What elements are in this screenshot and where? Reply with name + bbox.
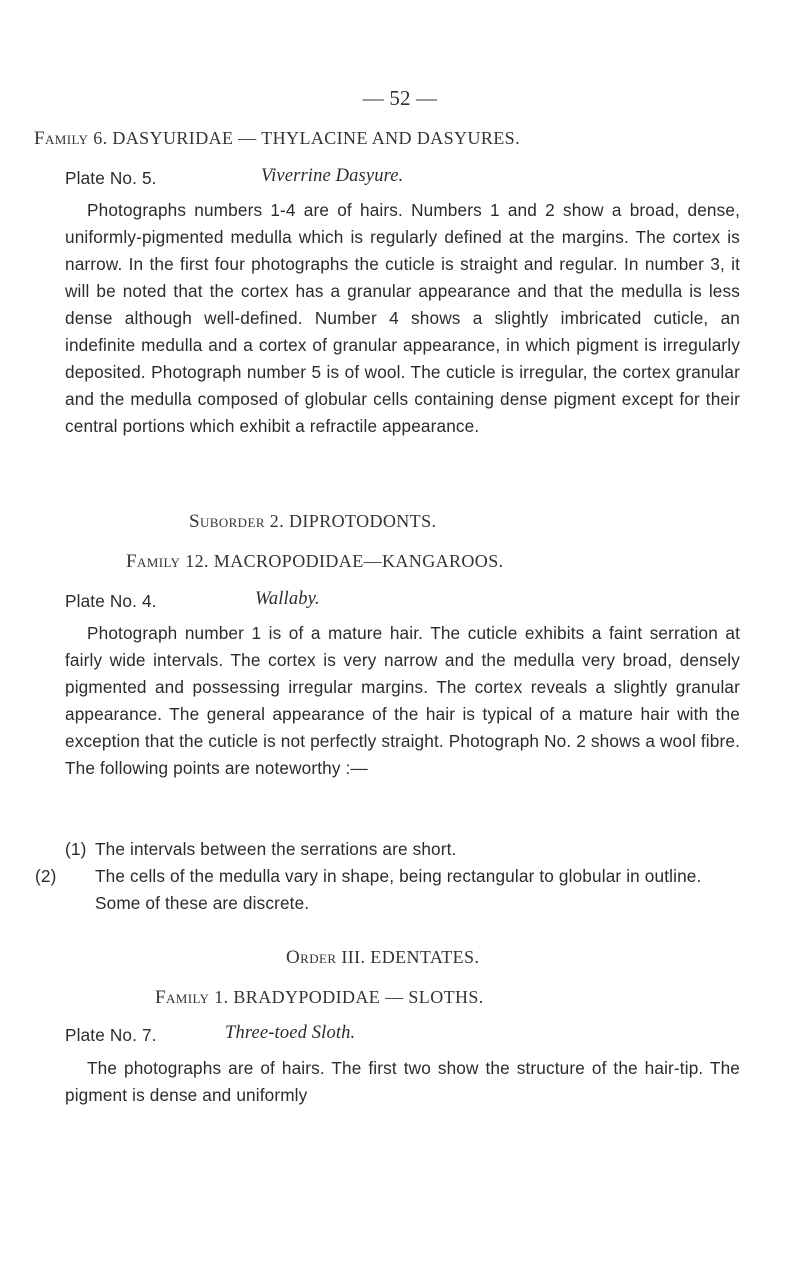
paragraph-wallaby — [65, 620, 740, 782]
paragraph-text: Photograph number 1 is of a mature hair. The cuticle exhibits a faint serration at fairly wide intervals. The cortex is very narrow and the medulla very broad, densely pigmented and possessing irregular margins. The cortex reveals a slightly granular appearance. The general appearance of the hair is typical of a mature hair with the exception that the cuticle is not perfectly straight. Photograph No. 2 shows a wool fibre. The following points are noteworthy :— — [65, 623, 740, 778]
heading-text: 12. MACROPODIDAE—KANGAROOS. — [185, 551, 504, 571]
list-text: The intervals between the serrations are short. — [95, 839, 457, 859]
heading-text: 2. DIPROTODONTS. — [269, 511, 437, 531]
plate-line-7 — [65, 1023, 356, 1046]
family-heading-dasyuridae — [34, 128, 520, 150]
heading-text: 1. BRADYPODIDAE — SLOTHS. — [214, 987, 484, 1007]
order-heading-edentates — [286, 947, 479, 969]
plate-label: Plate No. 5. — [65, 168, 157, 188]
list-item-2 — [35, 863, 740, 917]
plate-label: Plate No. 4. — [65, 591, 157, 611]
heading-lead: Family — [126, 551, 181, 572]
plate-line-4 — [65, 589, 320, 612]
paragraph-text: Photographs numbers 1-4 are of hairs. Numbers 1 and 2 show a broad, dense, uniformly-pigmented medulla which is regularly defined at the margins. The cortex is narrow. In the first four photographs the cuticle is straight and regular. In number 3, it will be noted that the cortex has a granular appearance and that the medulla is less dense although well-defined. Number 4 shows a slightly imbricated cuticle, an indefinite medulla and a cortex of granular appearance, in which pigment is irregularly deposited. Photograph number 5 is of wool. The cuticle is irregular, the cortex granular and the medulla composed of globular cells containing dense pigment except for their central portions which exhibit a refractile appearance. — [65, 200, 740, 436]
list-number: (2) — [35, 866, 57, 886]
suborder-heading-diprotodonts — [189, 511, 436, 533]
plate-label: Plate No. 7. — [65, 1025, 157, 1045]
list-text: The cells of the medulla vary in shape, being rectangular to globular in outline. Some of these are discrete. — [95, 866, 702, 913]
heading-lead: Family — [34, 128, 89, 149]
heading-lead: Family — [155, 987, 210, 1008]
family-heading-bradypodidae — [155, 987, 484, 1009]
heading-text: 6. DASYURIDAE — THYLACINE AND DASYURES. — [93, 128, 520, 148]
paragraph-text: The photographs are of hairs. The first two show the structure of the hair-tip. The pigment is dense and uniformly — [65, 1058, 740, 1105]
list-number: (1) — [65, 839, 87, 859]
paragraph-dasyure — [65, 197, 740, 440]
heading-lead: Order — [286, 947, 337, 968]
paragraph-sloth — [65, 1055, 740, 1109]
family-heading-macropodidae — [126, 551, 504, 573]
heading-text: III. EDENTATES. — [341, 947, 480, 967]
page-number: — 52 — — [362, 86, 438, 110]
list-item-1 — [65, 836, 740, 863]
heading-lead: Suborder — [189, 511, 265, 532]
plate-name: Viverrine Dasyure. — [261, 166, 404, 186]
plate-name: Three-toed Sloth. — [225, 1023, 356, 1043]
plate-name: Wallaby. — [255, 589, 320, 609]
plate-line-5 — [65, 166, 404, 189]
